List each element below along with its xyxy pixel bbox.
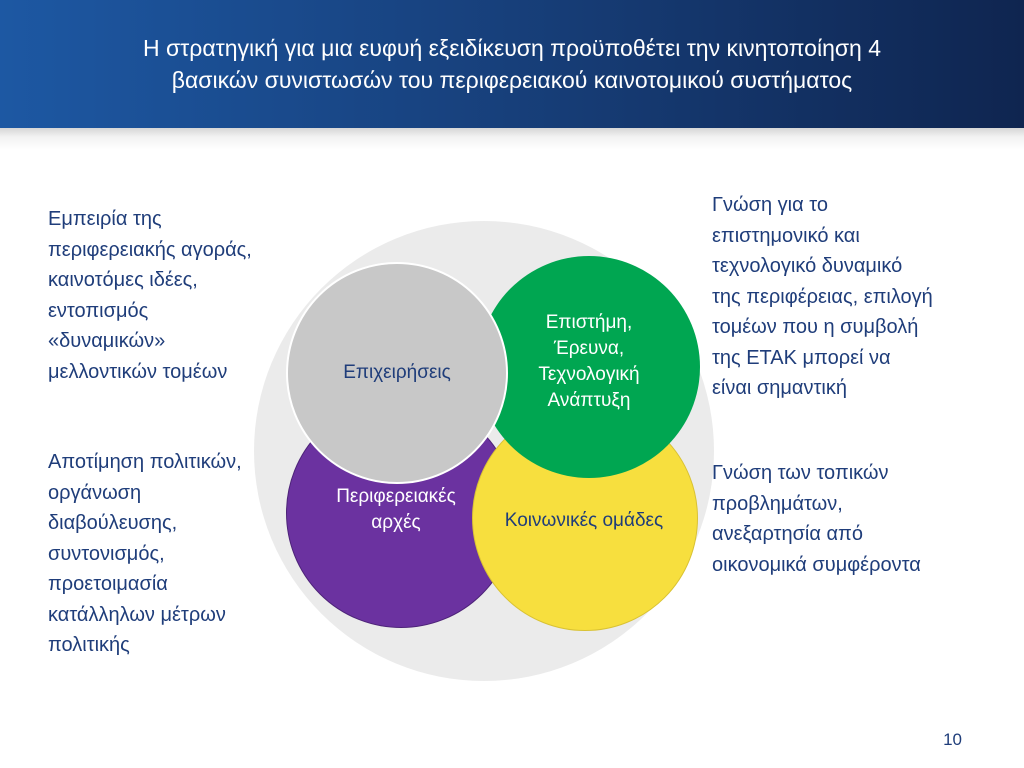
annotation-line: μελλοντικών τομέων (48, 360, 228, 383)
circle-label-line: Επιστήμη, (545, 312, 633, 333)
annotation-line: καινοτόμες ιδέες, (48, 269, 198, 291)
annotation-line: συντονισμός, (48, 542, 165, 565)
annotation-line: οργάνωση (48, 481, 142, 504)
annotation-line: επιστημονικό και (712, 224, 860, 247)
slide-header (0, 0, 1024, 128)
header-shadow-divider (0, 128, 1024, 150)
circle-label-science-research (498, 310, 680, 414)
annotation-line: «δυναμικών» (48, 330, 166, 352)
annotation-line: κατάλληλων μέτρων (48, 603, 226, 626)
annotation-line: είναι σημαντική (712, 377, 847, 399)
slide-title-line-2: βασικών συνιστωσών του περιφερειακού καινοτομικού συστήματος (171, 67, 853, 93)
circle-label-line: Ανάπτυξη (547, 390, 631, 411)
annotation-line: εντοπισμός (48, 299, 149, 322)
annotation-line: τομέων που η συμβολή (712, 316, 919, 338)
annotation-line: ανεξαρτησία από (712, 523, 863, 545)
annotation-line: Εμπειρία της (48, 208, 162, 230)
slide-title (32, 32, 992, 96)
circle-label-line: Επιχειρήσεις (343, 362, 451, 383)
circle-label-line: Περιφερειακές (336, 486, 456, 507)
circle-label-line: Κοινωνικές ομάδες (504, 510, 664, 531)
circle-label-line: αρχές (371, 512, 421, 533)
annotation-right-bottom (712, 458, 1002, 580)
annotation-line: προβλημάτων, (712, 492, 843, 515)
page-number: 10 (943, 730, 962, 749)
slide-title-line-1: Η στρατηγική για μια ευφυή εξειδίκευση προϋποθέτει την κινητοποίηση 4 (142, 35, 882, 61)
annotation-line: τεχνολογικό δυναμικό (712, 255, 903, 277)
annotation-line: οικονομικά συμφέροντα (712, 553, 921, 576)
circle-label-regional-authorities (296, 484, 496, 536)
circle-label-businesses (286, 360, 508, 386)
annotation-line: της περιφέρειας, επιλογή (712, 285, 933, 308)
circle-label-line: Τεχνολογική (538, 364, 640, 385)
circle-label-social-groups (472, 508, 696, 534)
annotation-line: Αποτίμηση πολιτικών, (48, 451, 242, 473)
annotation-line: διαβούλευσης, (48, 512, 178, 534)
annotation-line: Γνώση των τοπικών (712, 462, 889, 484)
annotation-right-top (712, 190, 1002, 404)
annotation-left-bottom (48, 447, 308, 661)
annotation-line: Γνώση για το (712, 194, 828, 216)
annotation-line: περιφερειακής αγοράς, (48, 238, 252, 261)
annotation-left-top (48, 204, 318, 387)
annotation-line: της ΕΤΑΚ μπορεί να (712, 346, 891, 369)
circle-label-line: Έρευνα, (553, 338, 625, 359)
annotation-line: προετοιμασία (48, 573, 168, 595)
annotation-line: πολιτικής (48, 634, 130, 656)
